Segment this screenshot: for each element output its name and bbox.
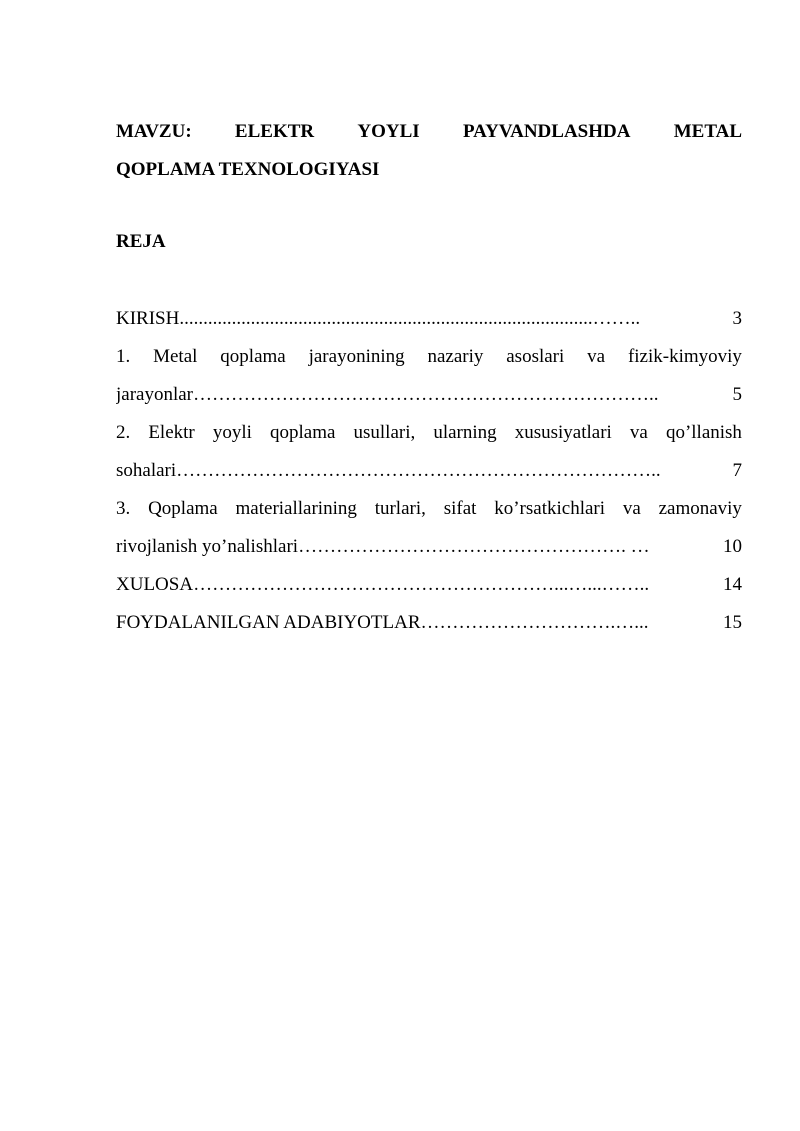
toc-word: materiallarining xyxy=(235,498,357,519)
toc-page-number: 10 xyxy=(723,536,742,557)
toc-entry-3-line-2 xyxy=(116,528,742,566)
toc-word: 1. xyxy=(116,346,131,367)
toc-leader: ………………………….…... xyxy=(420,612,649,633)
toc-entry-2-line-2 xyxy=(116,452,742,490)
toc-word: ko’rsatkichlari xyxy=(494,498,606,519)
toc-word: jarayonining xyxy=(308,346,405,367)
toc-page-number: 5 xyxy=(732,384,742,405)
toc-entry-label: KIRISH xyxy=(116,308,180,329)
toc-entry-3-line-1 xyxy=(116,490,742,528)
toc-page-number: 15 xyxy=(723,612,742,633)
toc-page-number: 14 xyxy=(723,574,742,595)
toc-word: va xyxy=(629,422,648,443)
toc-word: yoyli xyxy=(212,422,252,443)
toc-word: fizik-kimyoviy xyxy=(627,346,742,367)
title-word: MAVZU: xyxy=(116,121,192,142)
title-word: ELEKTR xyxy=(234,121,315,142)
toc-entry-1-line-2 xyxy=(116,376,742,414)
toc-entry-1-line-1 xyxy=(116,338,742,376)
document-title xyxy=(116,113,742,189)
toc-entry-label: jarayonlar xyxy=(116,384,194,405)
toc-word: Metal xyxy=(153,346,198,367)
toc-word: nazariy xyxy=(427,346,484,367)
toc-leader: .......................................................................................…….. xyxy=(179,308,641,329)
toc-word: zamonaviy xyxy=(658,498,742,519)
toc-entry-label: sohalari xyxy=(116,460,177,481)
toc-entry-adabiyotlar xyxy=(116,604,742,642)
toc-word: qoplama xyxy=(220,346,286,367)
toc-word: va xyxy=(587,346,606,367)
title-word: YOYLI xyxy=(357,121,420,142)
toc-word: 3. xyxy=(116,498,131,519)
toc-word: va xyxy=(622,498,641,519)
toc-entry-label: XULOSA xyxy=(116,574,194,595)
toc-page-number: 7 xyxy=(732,460,742,481)
toc-leader: ……………………………………………. … xyxy=(298,536,650,557)
toc-word: sifat xyxy=(443,498,477,519)
table-of-contents xyxy=(116,300,742,642)
title-line-2: QOPLAMA TEXNOLOGIYASI xyxy=(116,159,380,180)
toc-entry-kirish xyxy=(116,300,742,338)
toc-word: turlari, xyxy=(374,498,426,519)
toc-word: Elektr xyxy=(148,422,195,443)
toc-word: 2. xyxy=(116,422,131,443)
toc-entry-label: FOYDALANILGAN ADABIYOTLAR xyxy=(116,612,421,633)
toc-entry-2-line-1 xyxy=(116,414,742,452)
toc-word: Qoplama xyxy=(148,498,218,519)
title-word: PAYVANDLASHDA xyxy=(462,121,631,142)
toc-word: usullari, xyxy=(353,422,416,443)
toc-word: xususiyatlari xyxy=(514,422,612,443)
section-heading-reja: REJA xyxy=(116,231,166,252)
toc-entry-xulosa xyxy=(116,566,742,604)
toc-leader: ………………………………………………………………….. xyxy=(176,460,661,481)
toc-word: qo’llanish xyxy=(665,422,742,443)
toc-leader: ……………………………………………………………….. xyxy=(193,384,659,405)
toc-leader: …………………………………………………...…...…….. xyxy=(193,574,650,595)
toc-word: asoslari xyxy=(506,346,565,367)
toc-entry-label: rivojlanish yo’nalishlari xyxy=(116,536,299,557)
title-word: METAL xyxy=(673,121,742,142)
toc-page-number: 3 xyxy=(732,308,742,329)
toc-word: ularning xyxy=(433,422,497,443)
toc-word: qoplama xyxy=(269,422,336,443)
title-line-1 xyxy=(116,113,742,151)
